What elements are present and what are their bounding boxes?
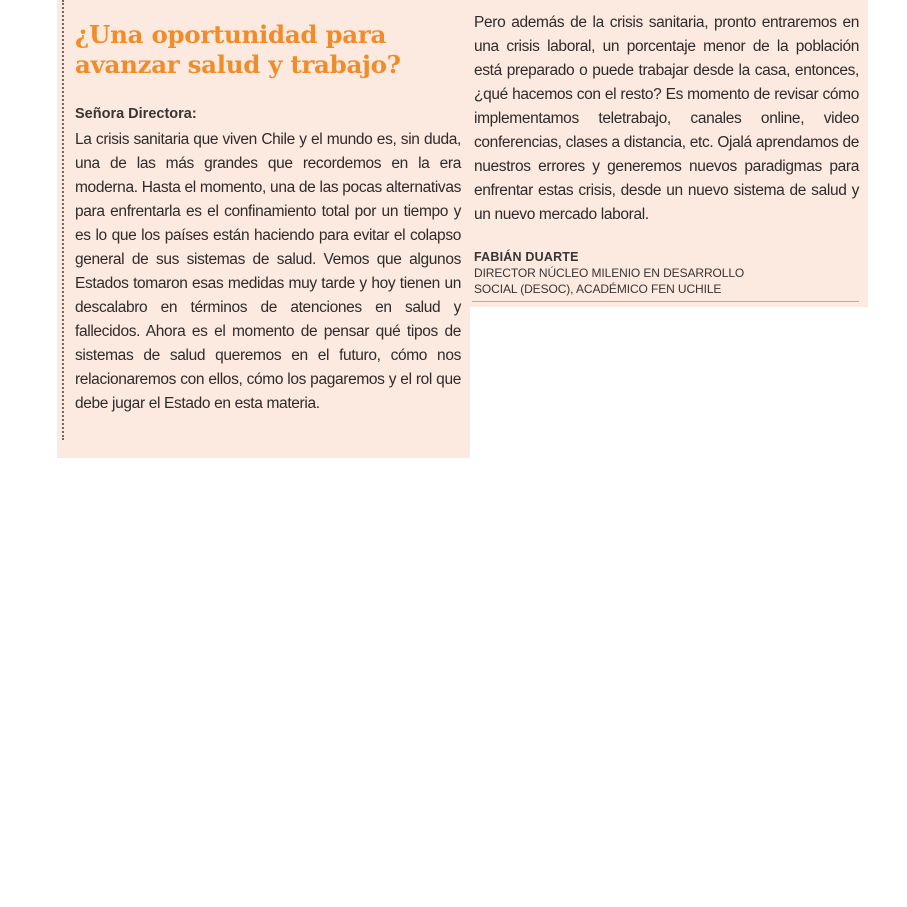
signature-divider xyxy=(472,301,859,302)
letter-paragraph-1: La crisis sanitaria que viven Chile y el mundo es, sin duda, una de las más grandes que recordemos en la era moderna. Hasta el momento, una de las pocas alternativas para enfrentarla es el confinamiento total por un tiempo y es lo que los países están haciendo para evitar el colapso general de sus sistemas de salud. Vemos que algunos Estados tomaron esas medidas muy tarde y hoy tienen un descalabro en términos de atenciones en salud y fallecidos. Ahora es el momento de pensar qué tipos de sistemas de salud queremos en el futuro, cómo nos relacionaremos con ellos, cómo los pagaremos y el rol que debe jugar el Estado en esta materia. xyxy=(75,131,461,412)
author-title-line-1: DIRECTOR NÚCLEO MILENIO EN DESARROLLO xyxy=(474,266,745,280)
author-name: FABIÁN DUARTE xyxy=(474,250,579,264)
letter-headline: ¿Una oportunidad para avanzar salud y trabajo? xyxy=(75,20,401,79)
dotted-divider xyxy=(62,0,64,440)
letter-salutation: Señora Directora: xyxy=(75,106,197,122)
letter-paragraph-2: Pero además de la crisis sanitaria, pronto entraremos en una crisis laboral, un porcentaje menor de la población está preparado o puede trabajar desde la casa, entonces, ¿qué hacemos con el resto? Es momento de revisar cómo implementamos teletrabajo, canales online, video conferencias, clases a distancia, etc. Ojalá aprendamos de nuestros errores y generemos nuevos paradigmas para enfrentar estas crisis, desde un nuevo sistema de salud y un nuevo mercado laboral. xyxy=(474,14,859,223)
author-title xyxy=(474,265,854,297)
author-title-line-2: SOCIAL (DESOC), ACADÉMICO FEN UCHILE xyxy=(474,282,722,296)
